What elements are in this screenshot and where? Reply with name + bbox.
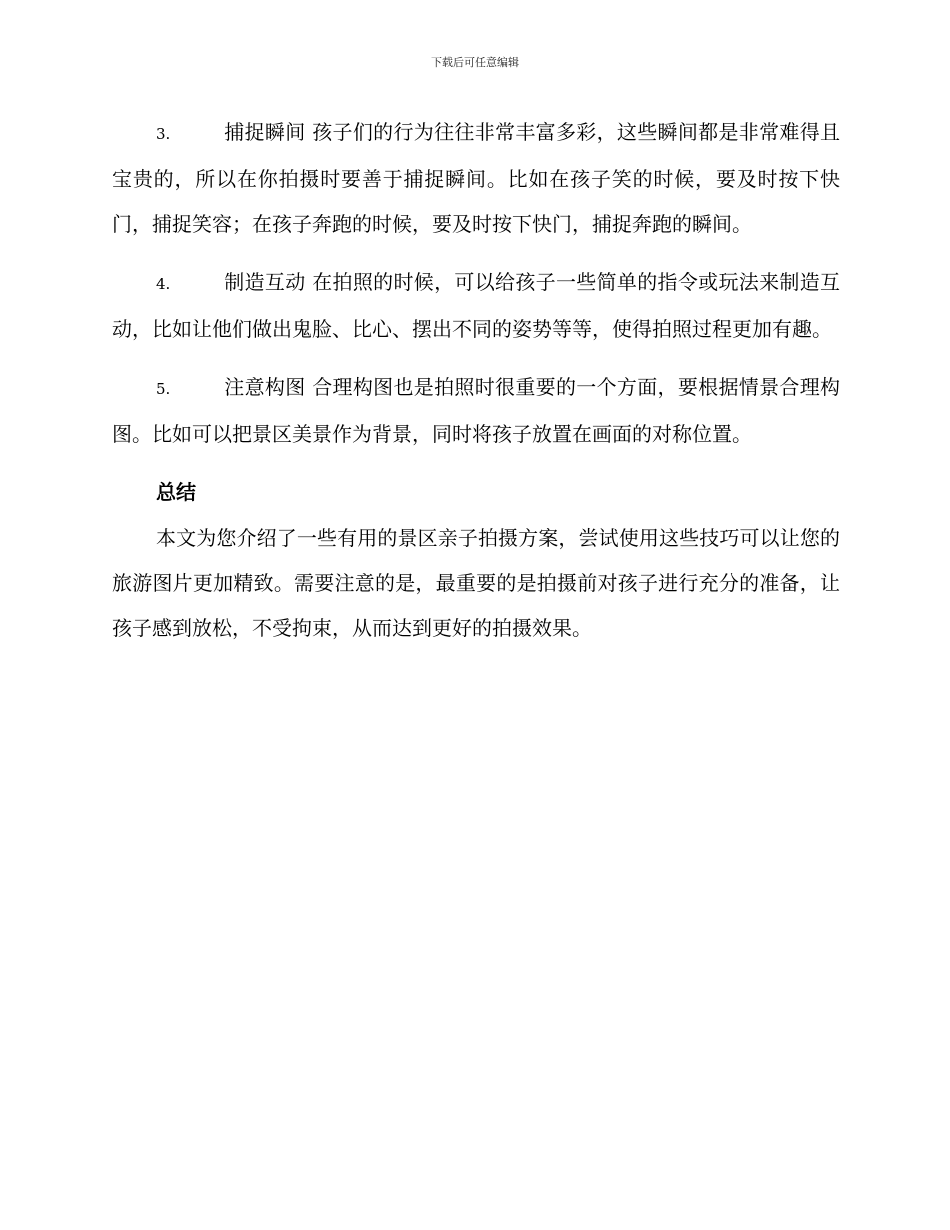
item-title: 注意构图 [224,375,306,399]
item-title: 制造互动 [224,270,306,294]
item-body: 在拍照的时候，可以给孩子一些简单的指令或玩法来制造互动，比如让他们做出鬼脸、比心、摆出不同的姿势等等，使得拍照过程更加有趣。 [112,270,841,341]
list-item-3 [112,110,840,247]
item-number: 4. [156,275,171,293]
item-number: 5. [156,380,171,398]
summary-heading: 总结 [156,480,196,504]
item-body: 孩子们的行为往往非常丰富多彩，这些瞬间都是非常难得且宝贵的，所以在你拍摄时要善于捕捉瞬间。比如在孩子笑的时候，要及时按下快门，捕捉笑容；在孩子奔跑的时候，要及时按下快门，捕捉奔跑的瞬间。 [112,120,841,236]
item-body: 合理构图也是拍照时很重要的一个方面，要根据情景合理构图。比如可以把景区美景作为背景，同时将孩子放置在画面的对称位置。 [112,375,841,446]
item-number: 3. [156,125,171,143]
page-header: 下载后可任意编辑 [431,56,519,69]
document-content [112,110,840,664]
list-item-5 [112,365,840,457]
item-title: 捕捉瞬间 [224,120,306,144]
list-item-4 [112,260,840,352]
summary-paragraph: 本文为您介绍了一些有用的景区亲子拍摄方案，尝试使用这些技巧可以让您的旅游图片更加精致。需要注意的是，最重要的是拍摄前对孩子进行充分的准备，让孩子感到放松，不受拘束，从而达到更好的拍摄效果。 [112,526,840,640]
